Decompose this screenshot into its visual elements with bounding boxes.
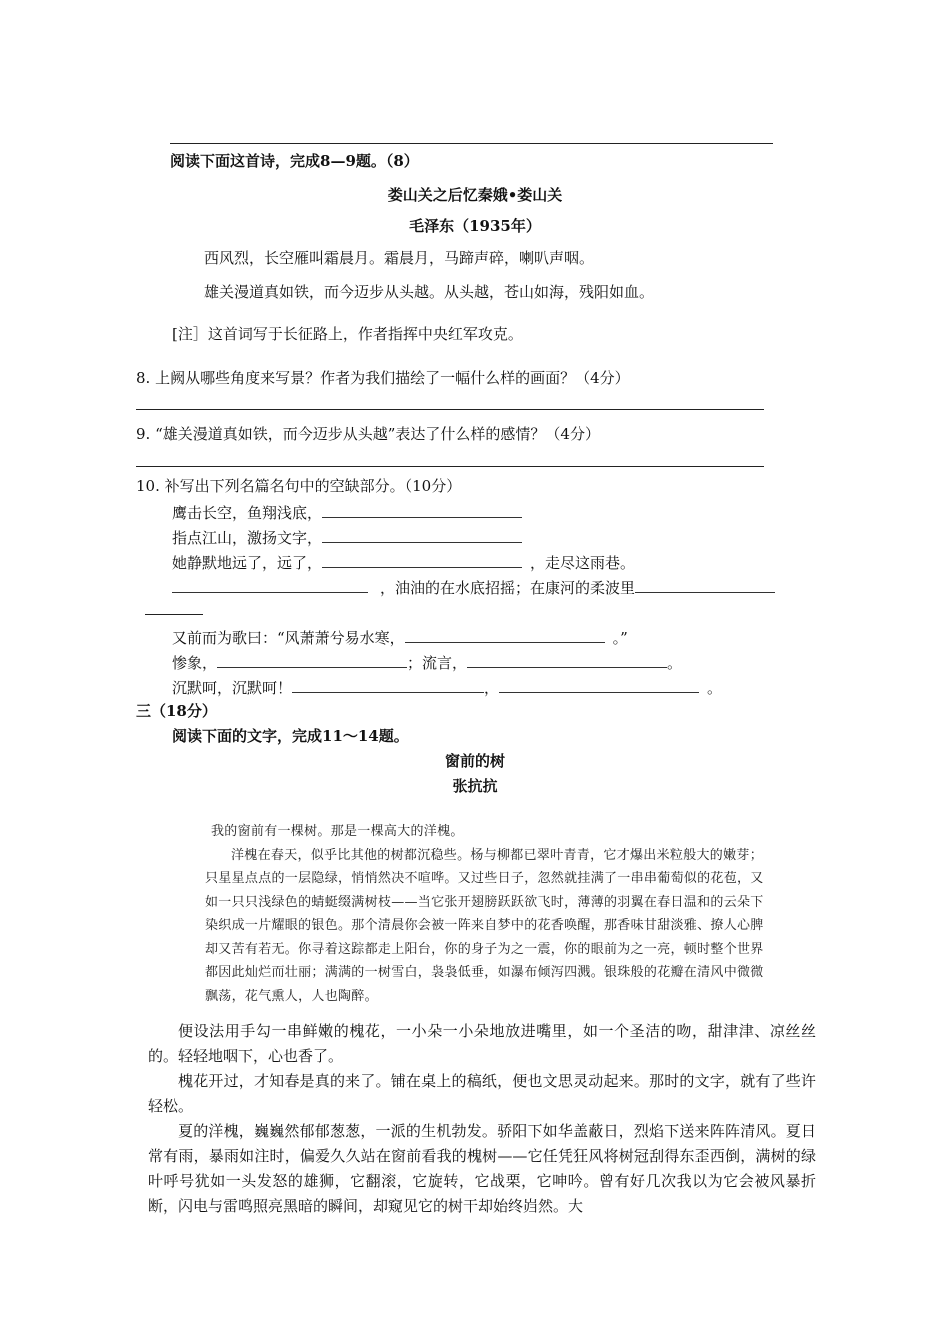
fill-item-g — [172, 676, 722, 698]
question-8: 8. 上阙从哪些角度来写景？作者为我们描绘了一幅什么样的画面？（4分） — [136, 369, 630, 387]
fill-blank[interactable] — [499, 676, 699, 693]
fill-text: ，油油的在水底招摇；在康河的柔波里 — [380, 579, 636, 597]
answer-line-9[interactable] — [136, 466, 764, 467]
essay-paragraph-2: 槐花开过，才知春是真的来了。铺在桌上的稿纸，便也文思灵动起来。那时的文字，就有了些许轻松。 — [148, 1072, 816, 1115]
scanned-paragraph-2: 洋槐在春天，似乎比其他的树都沉稳些。杨与柳都已翠叶青青，它才爆出米粒般大的嫩芽；只星星点点的一层隐绿，悄悄然决不喧哗。又过些日子，忽然就挂满了一串串葡萄似的花苞，又如一只只浅绿色的蜻蜓缀满树枝——当它张开翅膀跃跃欲飞时，薄薄的羽翼在春日温和的云朵下染织成一片耀眼的银色。那个清晨你会被一阵来自梦中的花香唤醒，那香味甘甜淡雅、撩人心脾却又苦有若无。你寻着这踪都走上阳台，你的身子为之一震，你的眼前为之一亮，顿时整个世界都因此灿烂而壮丽；满满的一树雪白，袅袅低垂，如瀑布倾泻四溅。银珠般的花瓣在清风中微微飘荡，花气熏人，人也陶醉。 — [205, 847, 764, 1004]
fill-text: ， — [484, 679, 500, 697]
fill-item-c — [172, 551, 635, 573]
fill-text: 。” — [612, 629, 628, 647]
fill-blank[interactable] — [292, 676, 484, 693]
fill-blank[interactable] — [217, 651, 407, 668]
fill-text: 又前而为歌曰：“风萧萧兮易水寒， — [172, 629, 405, 647]
fill-text: ，走尽这雨巷。 — [530, 554, 636, 572]
fill-text: 。 — [667, 654, 683, 672]
fill-item-f — [172, 651, 682, 673]
section-3-instruction: 阅读下面的文字，完成11～14题。 — [172, 727, 409, 745]
fill-blank[interactable] — [322, 526, 522, 543]
fill-item-e — [172, 626, 628, 648]
fill-item-d — [172, 576, 775, 598]
question-9: 9. “雄关漫道真如铁，而今迈步从头越”表达了什么样的感情？（4分） — [136, 425, 600, 443]
essay-paragraph-3: 夏的洋槐，巍巍然郁郁葱葱，一派的生机勃发。骄阳下如华盖蔽日，烈焰下送来阵阵清风。夏日常有雨，暴雨如注时，偏爱久久站在窗前看我的槐树——它任凭狂风将树冠刮得东歪西倒，满树的绿叶呼号犹如一头发怒的雄狮，它翻滚，它旋转，它战栗，它呻吟。曾有好几次我以为它会被风暴折断，闪电与雷鸣照亮黑暗的瞬间，却窥见它的树干却始终岿然。大 — [148, 1122, 816, 1215]
poem-instruction: 阅读下面这首诗，完成8—9题。（8） — [170, 152, 419, 170]
poem-author: 毛泽东（1935年） — [409, 217, 541, 235]
fill-blank[interactable] — [467, 651, 667, 668]
essay-paragraph-1: 便设法用手勾一串鲜嫩的槐花，一小朵一小朵地放进嘴里，如一个圣洁的吻，甜津津、凉丝丝的。轻轻地咽下，心也香了。 — [148, 1022, 816, 1065]
poem-note: [注］这首词写于长征路上，作者指挥中央红军攻克。 — [172, 325, 523, 343]
fill-text: 指点江山，激扬文字， — [172, 529, 323, 547]
question-10: 10. 补写出下列名篇名句中的空缺部分。（10分） — [136, 477, 462, 495]
poem-line-1: 西风烈，长空雁叫霜晨月。霜晨月，马蹄声碎，喇叭声咽。 — [204, 249, 595, 267]
fill-text: 她静默地远了，远了， — [172, 554, 323, 572]
fill-text: 鹰击长空，鱼翔浅底， — [172, 504, 323, 522]
fill-item-a — [172, 501, 522, 523]
scanned-paragraph-1: 我的窗前有一棵树。那是一棵高大的洋槐。 — [211, 824, 464, 839]
fill-blank[interactable] — [322, 551, 522, 568]
fill-text: 沉默呵，沉默呵！ — [172, 679, 293, 697]
top-divider — [170, 143, 773, 144]
poem-line-2: 雄关漫道真如铁，而今迈步从头越。从头越，苍山如海，残阳如血。 — [204, 283, 655, 301]
answer-line-8[interactable] — [136, 409, 764, 410]
section-3-heading: 三（18分） — [136, 702, 217, 720]
fill-blank[interactable] — [635, 576, 775, 593]
fill-blank[interactable] — [322, 501, 522, 518]
essay-title: 窗前的树 — [444, 752, 505, 770]
fill-text: 惨象， — [172, 654, 218, 672]
fill-blank[interactable] — [405, 626, 605, 643]
fill-text: ；流言， — [407, 654, 468, 672]
fill-blank[interactable] — [172, 576, 368, 593]
essay-author: 张抗抗 — [452, 777, 498, 795]
essay-body — [148, 1019, 816, 1219]
scanned-excerpt — [205, 820, 765, 1008]
fill-text: 。 — [707, 679, 723, 697]
fill-blank-continuation[interactable] — [145, 614, 203, 615]
fill-item-b — [172, 526, 522, 548]
poem-title: 娄山关之后忆秦娥•娄山关 — [387, 186, 563, 204]
